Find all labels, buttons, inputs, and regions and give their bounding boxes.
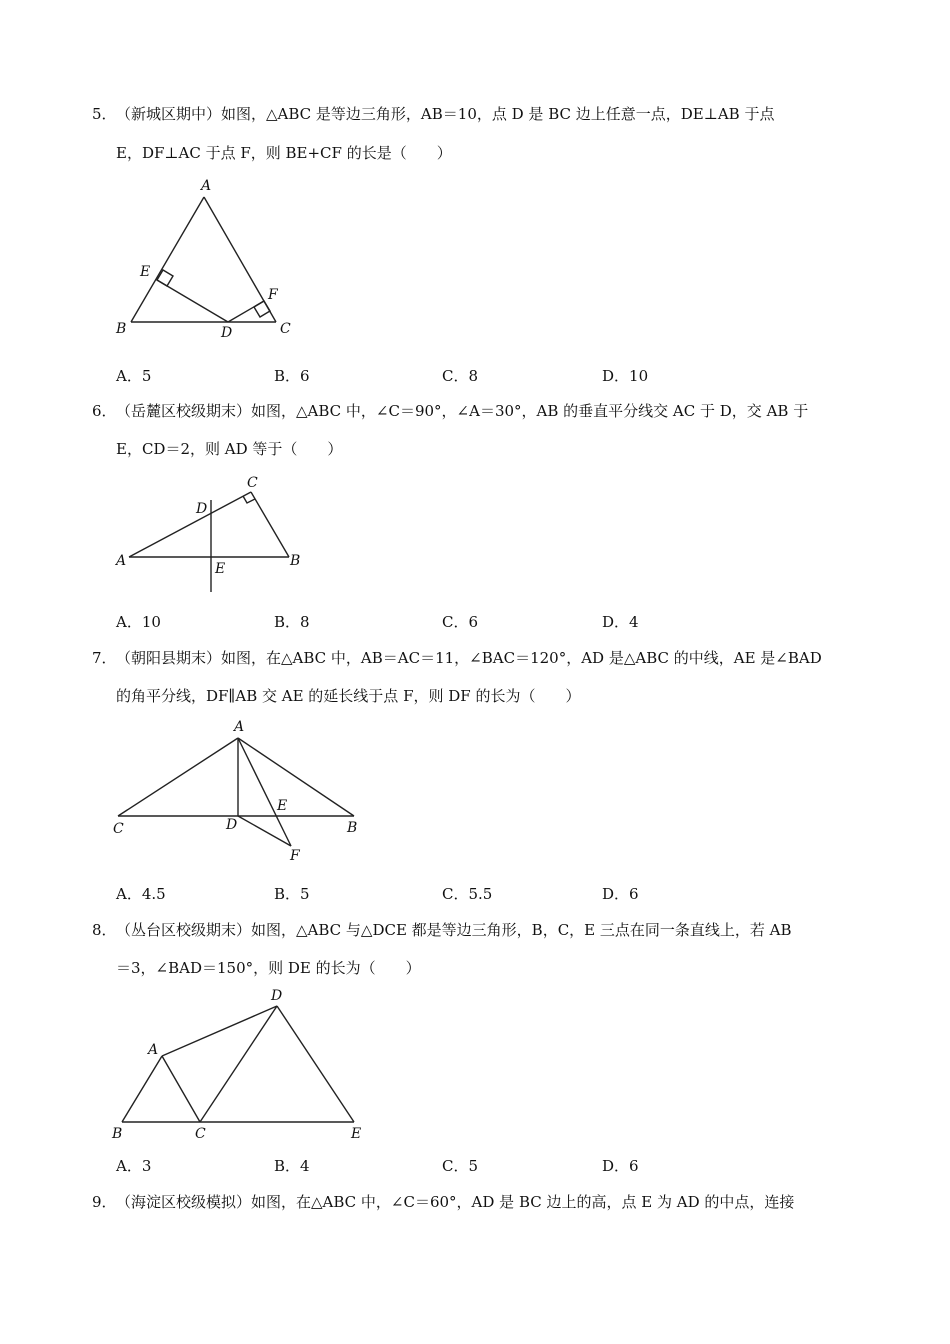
question-8-option-c[interactable]: C．5 xyxy=(442,1157,479,1175)
question-6-number: 6． xyxy=(92,402,117,420)
label-a: A xyxy=(116,553,127,569)
question-6-stem-cont: E，CD＝2，则 AD 等于（ ） xyxy=(116,440,343,458)
question-7-option-d[interactable]: D．6 xyxy=(602,885,639,903)
question-6-option-d[interactable]: D．4 xyxy=(602,613,639,631)
question-6-stem: （岳麓区校级期末）如图，△ABC 中，∠C＝90°，∠A＝30°，AB 的垂直平分线交 AC 于 D，交 AB 于 xyxy=(116,402,809,420)
edge-ba xyxy=(122,1056,162,1122)
question-8-option-a[interactable]: A．3 xyxy=(116,1157,152,1175)
label-d: D xyxy=(221,325,233,341)
edge-de xyxy=(277,1006,354,1122)
question-5-option-b[interactable]: B．6 xyxy=(274,367,310,385)
edge-ca xyxy=(118,738,238,816)
question-7-number: 7． xyxy=(92,649,117,667)
question-5-option-c[interactable]: C．8 xyxy=(442,367,479,385)
edge-ac xyxy=(162,1056,200,1122)
label-d: D xyxy=(271,988,283,1004)
question-9-stem: （海淀区校级模拟）如图，在△ABC 中，∠C＝60°，AD 是 BC 边上的高，点 E 为 AD 的中点，连接 xyxy=(116,1193,795,1211)
question-7-option-b[interactable]: B．5 xyxy=(274,885,310,903)
question-6-option-c[interactable]: C．6 xyxy=(442,613,479,631)
label-f: F xyxy=(290,848,300,864)
label-f: F xyxy=(268,287,278,303)
edge-ac xyxy=(129,492,251,557)
label-d: D xyxy=(196,501,208,517)
segment-de xyxy=(157,280,228,322)
bisector-af xyxy=(238,738,291,846)
question-8-option-d[interactable]: D．6 xyxy=(602,1157,639,1175)
label-c: C xyxy=(280,321,291,337)
right-angle-f xyxy=(254,301,270,317)
label-e: E xyxy=(277,798,288,814)
question-6-figure xyxy=(110,470,320,600)
question-5-stem: （新城区期中）如图，△ABC 是等边三角形，AB＝10，点 D 是 BC 边上任意一点，DE⊥AB 于点 xyxy=(116,105,775,123)
label-c: C xyxy=(247,475,258,491)
question-6-option-a[interactable]: A．10 xyxy=(116,613,161,631)
label-b: B xyxy=(347,820,358,836)
label-e: E xyxy=(351,1126,362,1142)
question-8-stem: （丛台区校级期末）如图，△ABC 与△DCE 都是等边三角形，B，C，E 三点在同一条直线上，若 AB xyxy=(116,921,792,939)
question-5-stem-cont: E，DF⊥AC 于点 F，则 BE+CF 的长是（ ） xyxy=(116,144,452,162)
question-8-stem-cont: ＝3，∠BAD＝150°，则 DE 的长为（ ） xyxy=(116,959,421,977)
question-7-stem: （朝阳县期末）如图，在△ABC 中，AB＝AC＝11，∠BAC＝120°，AD 是△ABC 的中线，AE 是∠BAD xyxy=(116,649,822,667)
label-a: A xyxy=(234,719,245,735)
label-c: C xyxy=(195,1126,206,1142)
question-5-figure xyxy=(110,175,310,345)
question-8-figure xyxy=(105,985,375,1145)
label-e: E xyxy=(215,561,226,577)
question-7-option-a[interactable]: A．4.5 xyxy=(116,885,166,903)
label-e: E xyxy=(140,264,151,280)
question-5-option-d[interactable]: D．10 xyxy=(602,367,649,385)
label-d: D xyxy=(226,817,238,833)
label-a: A xyxy=(201,178,212,194)
question-6-option-b[interactable]: B．8 xyxy=(274,613,310,631)
label-b: B xyxy=(112,1126,123,1142)
question-8-option-b[interactable]: B．4 xyxy=(274,1157,310,1175)
edge-ab xyxy=(238,738,354,816)
edge-cb xyxy=(251,492,289,557)
edge-ab xyxy=(131,197,204,322)
question-7-figure xyxy=(110,712,370,872)
question-8-number: 8． xyxy=(92,921,117,939)
question-7-stem-cont: 的角平分线，DF∥AB 交 AE 的延长线于点 F，则 DF 的长为（ ） xyxy=(116,687,581,705)
question-9-number: 9． xyxy=(92,1193,117,1211)
label-b: B xyxy=(290,553,301,569)
label-c: C xyxy=(113,821,124,837)
label-a: A xyxy=(148,1042,159,1058)
question-7-option-c[interactable]: C．5.5 xyxy=(442,885,493,903)
label-b: B xyxy=(116,321,127,337)
question-5-option-a[interactable]: A．5 xyxy=(116,367,152,385)
question-5-number: 5． xyxy=(92,105,117,123)
